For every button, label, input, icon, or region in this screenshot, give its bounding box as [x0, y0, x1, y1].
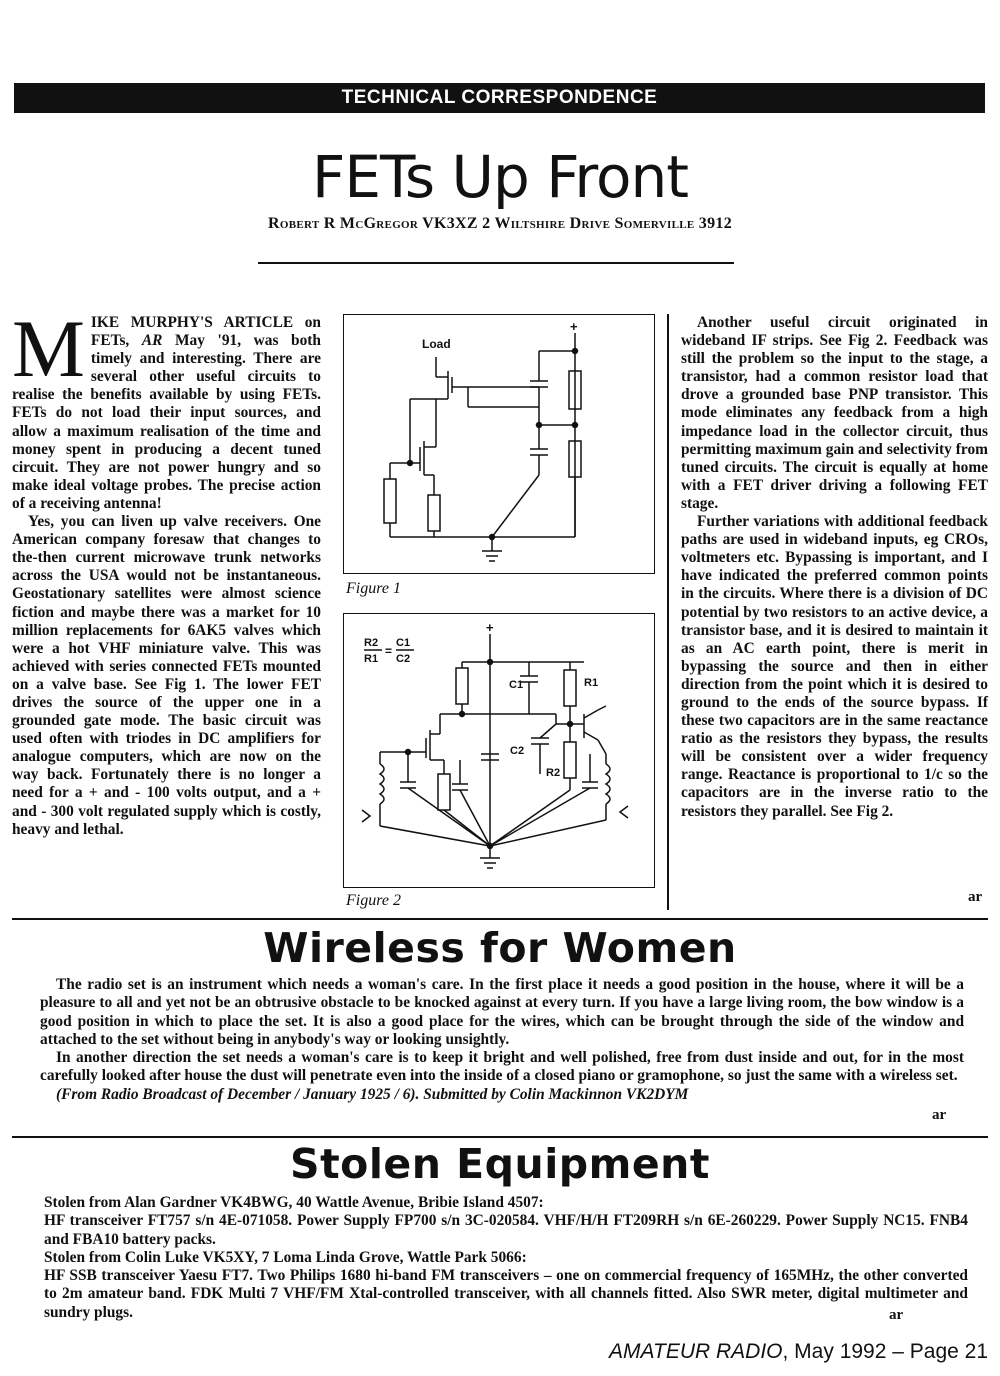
fig2-eq-c1: C1 [396, 637, 411, 649]
p1-journal: AR [141, 332, 163, 350]
article-title: FETs Up Front [312, 143, 688, 211]
wireless-end-mark: ar [932, 1107, 947, 1123]
wireless-body [40, 976, 964, 1104]
paragraph-3: Another useful circuit originated in wideband IF strips. See Fig 2. Feedback was still the problem so the input to the stage, a transistor, had a common resistor load that drove a grounded base PNP transistor. This mode eliminates any feedback from a high impedance load in the collector circuit, thus permitting maximum gain and selectivity from tuned circuits. The circuit is equally at home with a FET driver driving a following FET stage. [681, 314, 988, 512]
fig2-supply-label: + [486, 620, 494, 635]
article-end-mark: ar [968, 889, 983, 905]
title-rule [258, 262, 734, 264]
footer-issue: , May 1992 – Page 21 [782, 1340, 988, 1363]
fig2-eq-r2: R2 [364, 637, 379, 649]
drop-cap: M [12, 303, 85, 394]
lead-in: IKE MURPHY'S ARTICLE [90, 314, 294, 331]
stolen-line-2: HF transceiver FT757 s/n 4E-071058. Power Supply FP700 s/n 3C-020584. VHF/H/H FT209RH s/n 6E-260229. Power Supply NC15. FNB4 and FBA10 battery packs. [44, 1212, 968, 1248]
figure-1-caption: Figure 1 [346, 580, 401, 597]
p4-fraction: 1/c [924, 766, 943, 784]
wireless-paragraph-1: The radio set is an instrument which needs a woman's care. In the first place it needs a good position in the house, where it will be a pleasure to all and yet not be an obtrusive obstacle to be knocked against at every turn. If you have a large living room, the bow window is a good position in which to place the set. It is also a good place for the wires, which can be brought through the side of the window and attached to the set without being in anybody's way or looking unsightly. [40, 976, 964, 1048]
footer-magazine: AMATEUR RADIO [609, 1340, 783, 1363]
fig2-label-c2: C2 [510, 745, 525, 757]
stolen-line-1: Stolen from Alan Gardner VK4BWG, 40 Wattle Avenue, Bribie Island 4507: [44, 1194, 544, 1211]
fig1-load-label: Load [422, 337, 451, 351]
stolen-line-4: HF SSB transceiver Yaesu FT7. Two Philips 1680 hi-band FM transceivers – one on commercial frequency of 165MHz, the other converted to 2m amateur band. FDK Multi 7 VHF/FM Xtal-controlled transceiver, with all channels fitted. Also SWR meter, digital multimeter and sundry plugs. [44, 1267, 968, 1321]
wireless-heading: Wireless for Women [263, 924, 737, 972]
fig2-label-r1: R1 [584, 677, 599, 689]
column-right [681, 314, 988, 821]
wireless-paragraph-2: In another direction the set needs a woman's care is to keep it bright and well polished, free from dust inside and out, for in the most carefully looked after house the dust will penetrate even into the inside of a closed piano or gramophone, so just the same with a wireless set. [40, 1049, 964, 1085]
section-banner: TECHNICAL CORRESPONDENCE [14, 83, 985, 113]
column-left [12, 303, 321, 839]
fig2-label-c1: C1 [509, 679, 524, 691]
column-divider [667, 314, 669, 910]
fig1-supply-label: + [570, 319, 578, 334]
section-rule-2 [12, 1136, 988, 1138]
figure-1 [343, 314, 655, 574]
article-byline: Robert R McGregor VK3XZ 2 Wiltshire Drive Somerville 3912 [267, 215, 732, 232]
fig2-label-r2: R2 [546, 767, 561, 779]
stolen-body [44, 1194, 968, 1322]
p4-text-a: Further variations with additional feedback paths are used in wideband inputs, eg CROs, voltmeters etc. Bypassing is important, and I have indicated the preferred common points in the circuits. Where there is a division of DC potential by two resistors to an active device, a transistor base, and it is desired to maintain it as an AC earth point, there is merit in bypassing the source and then in either direction from the point which it is desired to ground to the ends of the source bypass. If these two capacitors are in the same reactance ratio as the resistors they bypass, the results will be consistent over a wider frequency range. Reactance is proportional to [681, 513, 988, 784]
page-footer [609, 1340, 988, 1364]
figure-2-schematic [344, 614, 654, 887]
p1-text-b: May '91, was both timely and interesting. There are several other useful circuits to realise the benefits available by using FETs. FETs do not load their input sources, and allow a maximum realisation of the time and money spent in producing a decent tuned circuit. They are not power hungry and so make ideal voltage probes. The precise action of a receiving antenna! [12, 332, 321, 512]
paragraph-4 [681, 513, 988, 821]
stolen-end-mark: ar [889, 1307, 904, 1323]
fig2-eq-c2: C2 [396, 653, 411, 665]
p4-text-b: so the capacitors are in the inverse ratio to the resistors they parallel. See Fig 2. [681, 766, 988, 820]
figure-2-caption: Figure 2 [346, 892, 401, 909]
wireless-credit: (From Radio Broadcast of December / January 1925 / 6). Submitted by Colin Mackinnon VK2DYM [56, 1085, 689, 1103]
figure-2 [343, 613, 655, 888]
paragraph-1 [12, 303, 321, 513]
p1-text-a: on FETs, [90, 314, 321, 350]
stolen-line-3: Stolen from Colin Luke VK5XY, 7 Loma Linda Grove, Wattle Park 5066: [44, 1248, 527, 1266]
stolen-heading: Stolen Equipment [290, 1140, 710, 1188]
fig2-eq-r1: R1 [364, 653, 379, 665]
section-rule-1 [12, 918, 988, 920]
fig2-eq-sign: = [385, 644, 393, 658]
paragraph-2: Yes, you can liven up valve receivers. One American company foresaw that changes to the-then current microwave trunk networks across the USA would not be instantaneous. Geostationary satellites were almost science fiction and maybe there was a market for 10 million replacements for 6AK5 valves which were a hot VHF miniature valve. This was achieved with series connected FETs mounted on a valve base. See Fig 1. The lower FET drives the source of the upper one in a grounded gate mode. The basic circuit was used often with triodes in DC amplifiers for analogue computers, which are now on the way back. Fortunately there is no longer a need for a + and - 100 volts output, and a + and - 300 volt regulated supply which is costly, heavy and lethal. [12, 513, 321, 838]
figure-1-schematic [344, 315, 654, 573]
